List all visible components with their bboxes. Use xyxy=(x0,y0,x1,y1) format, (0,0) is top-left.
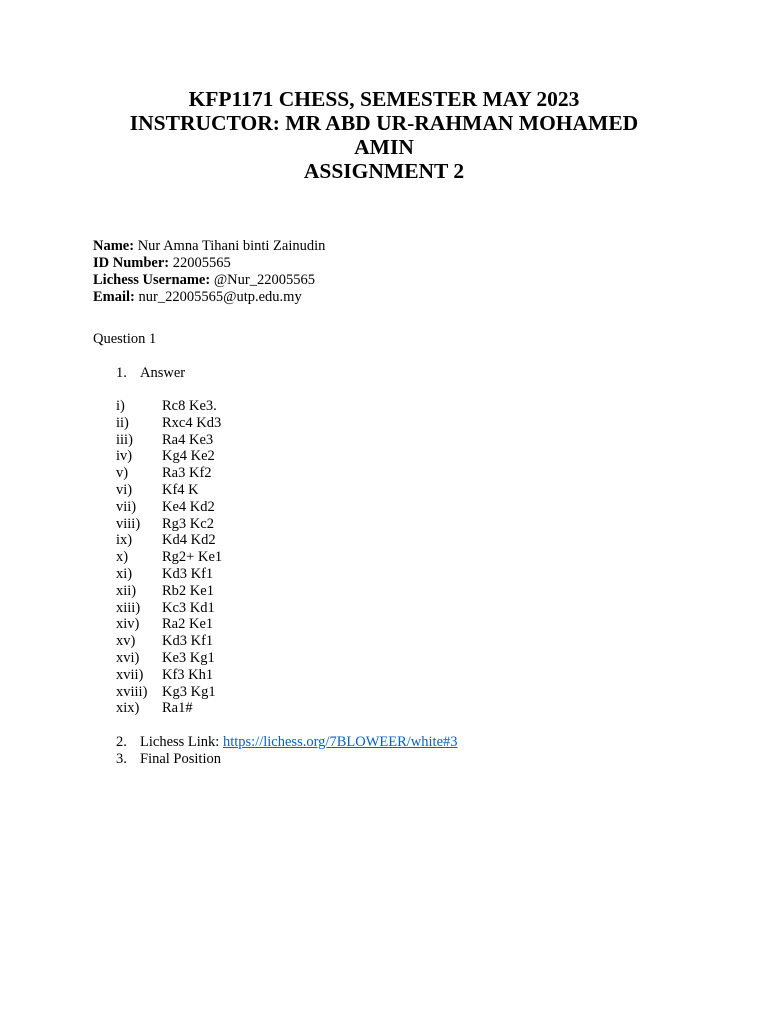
move-number: xiii) xyxy=(116,599,141,616)
id-value: 22005565 xyxy=(169,255,231,271)
move-text: Ra2 Ke1 xyxy=(162,616,214,633)
move-number: xiv) xyxy=(116,616,140,633)
move-text: Rg2+ Ke1 xyxy=(162,549,223,566)
name-label: Name: xyxy=(93,238,135,254)
move-number: x) xyxy=(116,549,129,566)
question-title: Question 1 xyxy=(93,331,157,347)
move-text: Kg4 Ke2 xyxy=(162,448,215,465)
move-text: Rb2 Ke1 xyxy=(162,582,214,599)
move-text: Kf4 K xyxy=(162,481,199,498)
move-number: iii) xyxy=(116,431,133,448)
lichess-link-item-text xyxy=(140,734,458,751)
move-number: xviii) xyxy=(116,683,148,700)
move-text: Ra3 Kf2 xyxy=(162,465,212,482)
lichess-username-value: @Nur_22005565 xyxy=(210,272,315,288)
email-value: nur_22005565@utp.edu.my xyxy=(134,289,302,305)
move-number: xii) xyxy=(116,582,137,599)
move-text: Ra4 Ke3 xyxy=(162,431,214,448)
move-number: i) xyxy=(116,398,125,414)
move-number: vi) xyxy=(116,481,133,498)
lichess-link-label: Lichess Link: xyxy=(140,734,223,750)
move-text: Kd3 Kf1 xyxy=(162,633,214,650)
move-number: ii) xyxy=(116,414,129,431)
lichess-username-row xyxy=(93,272,325,289)
title-line-course: KFP1171 CHESS, SEMESTER MAY 2023 xyxy=(188,87,580,111)
move-number: xi) xyxy=(116,565,133,582)
document-title xyxy=(0,87,768,183)
move-number: iv) xyxy=(116,448,133,465)
lichess-game-link[interactable]: https://lichess.org/7BLOWEER/white#3 xyxy=(222,734,458,750)
title-line-instructor: INSTRUCTOR: MR ABD UR-RAHMAN MOHAMED xyxy=(129,111,639,135)
move-number: viii) xyxy=(116,515,141,532)
move-number: xvi) xyxy=(116,649,140,666)
id-row xyxy=(93,255,325,272)
final-position-item-number: 3. xyxy=(116,751,127,767)
move-number: xix) xyxy=(116,700,140,717)
id-label: ID Number: xyxy=(93,255,170,271)
lichess-link-item-number: 2. xyxy=(116,734,127,750)
lichess-username-label: Lichess Username: xyxy=(93,272,211,288)
move-text: Rxc4 Kd3 xyxy=(162,414,222,431)
student-info xyxy=(93,238,325,306)
move-text: Kc3 Kd1 xyxy=(162,599,215,616)
move-number: xv) xyxy=(116,633,136,650)
move-text: Ra1# xyxy=(162,700,193,717)
move-number: v) xyxy=(116,465,129,482)
move-number: ix) xyxy=(116,532,133,549)
move-number: xvii) xyxy=(116,666,144,683)
answer-item-label: Answer xyxy=(140,365,186,381)
move-text: Kg3 Kg1 xyxy=(162,683,216,700)
move-text: Kf3 Kh1 xyxy=(162,666,214,683)
final-position-item-label: Final Position xyxy=(140,751,221,767)
name-value: Nur Amna Tihani binti Zainudin xyxy=(134,238,326,254)
email-label: Email: xyxy=(93,289,135,305)
move-text: Rc8 Ke3. xyxy=(162,398,217,414)
move-text: Kd4 Kd2 xyxy=(162,532,216,549)
title-line-instructor-cont: AMIN xyxy=(354,135,414,159)
name-row xyxy=(93,238,325,255)
answer-item-number: 1. xyxy=(116,365,127,381)
title-line-assignment: ASSIGNMENT 2 xyxy=(303,159,465,183)
email-row xyxy=(93,289,325,306)
move-text: Ke4 Kd2 xyxy=(162,498,215,515)
move-text: Ke3 Kg1 xyxy=(162,649,215,666)
move-text: Kd3 Kf1 xyxy=(162,565,214,582)
move-number: vii) xyxy=(116,498,137,515)
move-text: Rg3 Kc2 xyxy=(162,515,214,532)
